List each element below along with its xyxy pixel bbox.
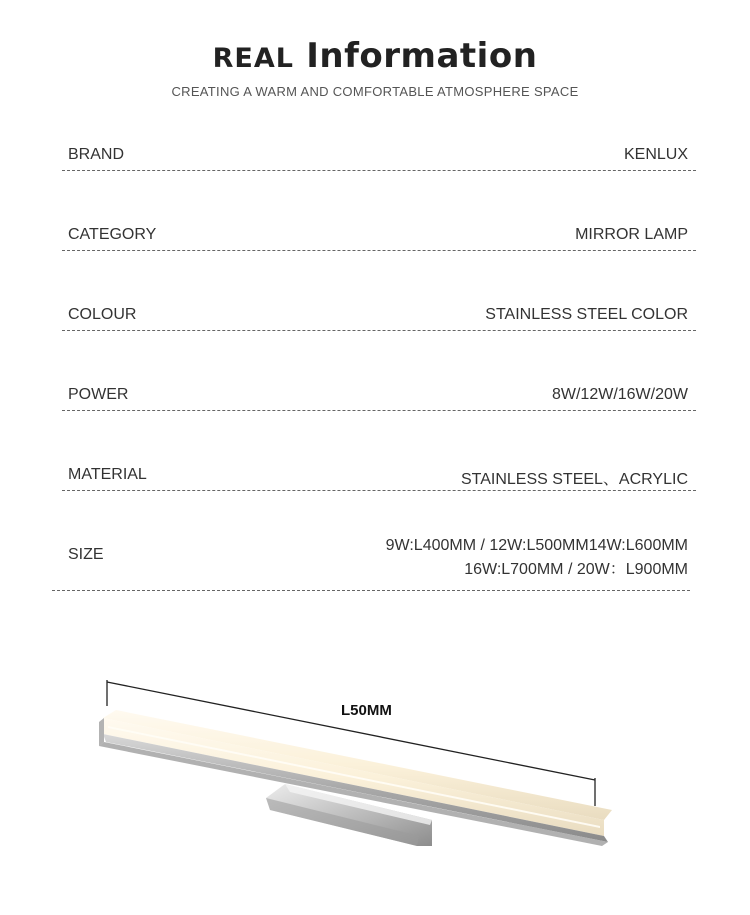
spec-row-power [62, 380, 696, 411]
size-line-2: 16W:L700MM / 20W：L900MM [464, 561, 688, 578]
spec-value: 8W/12W/16W/20W [551, 386, 688, 403]
page-title [0, 36, 750, 76]
size-line-1: 9W:L400MM / 12W:L500MM14W:L600MM [385, 537, 688, 554]
spec-row-material [62, 460, 696, 491]
spec-row-category [62, 220, 696, 251]
spec-value-size [386, 534, 688, 582]
spec-label: BRAND [68, 146, 125, 163]
spec-label: SIZE [68, 546, 104, 563]
title-prefix: REAL [212, 43, 294, 74]
title-main: Information [306, 36, 538, 76]
dimension-label: L50MM [341, 702, 392, 719]
spec-row-colour [62, 300, 696, 331]
spec-row-size [52, 530, 690, 591]
page-subtitle: CREATING A WARM AND COMFORTABLE ATMOSPHERE SPACE [171, 84, 579, 99]
spec-value: STAINLESS STEEL COLOR [485, 306, 688, 323]
spec-value: MIRROR LAMP [575, 226, 688, 243]
spec-value: KENLUX [623, 146, 688, 163]
mirror-lamp-illustration [0, 660, 750, 910]
spec-label: POWER [68, 386, 129, 403]
spec-label: CATEGORY [68, 226, 157, 243]
spec-value: STAINLESS STEEL、ACRYLIC [460, 471, 688, 488]
spec-label: MATERIAL [68, 466, 147, 483]
spec-label: COLOUR [68, 306, 137, 323]
spec-row-brand [62, 140, 696, 171]
